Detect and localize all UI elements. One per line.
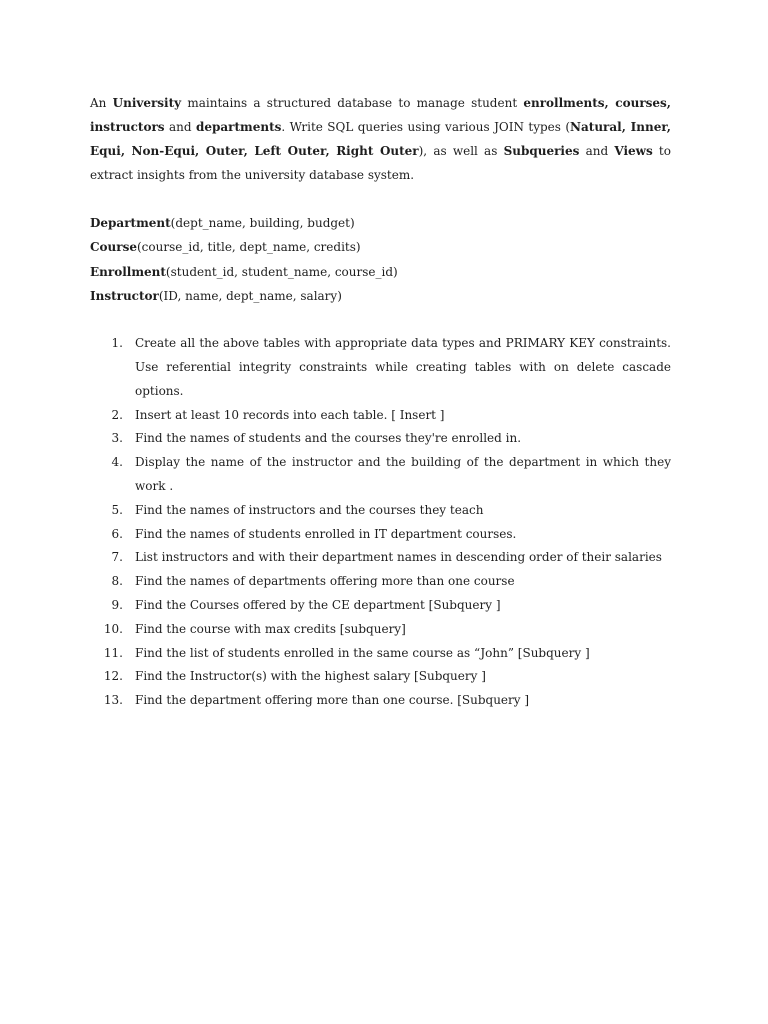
intro-text: and: [579, 144, 615, 158]
schema-table-name: Department: [90, 216, 171, 230]
task-number: 11.: [103, 645, 123, 660]
schema-fields: (student_id, student_name, course_id): [165, 264, 398, 279]
task-number: 9.: [111, 597, 123, 612]
task-list: [90, 332, 671, 713]
schema-table-name: Instructor: [90, 288, 159, 303]
task-item: [90, 689, 671, 713]
task-number: 13.: [103, 693, 123, 708]
task-text: List instructors and with their department names in descending order of their salaries: [135, 550, 662, 565]
task-item: [90, 427, 671, 451]
task-item: [90, 404, 671, 428]
task-item: [90, 523, 671, 547]
intro-text: and: [164, 120, 196, 134]
task-text: Find the course with max credits [subquery]: [135, 621, 406, 636]
task-item: [90, 642, 671, 666]
task-number: 5.: [111, 502, 123, 517]
task-item: [90, 546, 671, 570]
task-number: 1.: [111, 336, 123, 351]
task-text: Find the names of students and the courses they're enrolled in.: [135, 431, 522, 446]
intro-bold-join-types: Natural, Inner, Equi, Non-Equi, Outer, Left Outer, Right Outer: [90, 120, 671, 158]
task-item: [90, 570, 671, 594]
schema-table-name: Enrollment: [90, 264, 166, 279]
intro-text: . Write SQL queries using various JOIN types (: [281, 120, 571, 134]
task-item: [90, 618, 671, 642]
schema-fields: (ID, name, dept_name, salary): [158, 288, 342, 303]
intro-paragraph: [90, 91, 671, 187]
schema-instructor: [90, 284, 671, 308]
intro-text: to extract insights from the university database system.: [90, 144, 671, 182]
task-item: [90, 451, 671, 499]
task-text: Display the name of the instructor and the building of the department in which they work .: [135, 455, 671, 493]
schema-table-name: Course: [90, 240, 137, 255]
task-number: 4.: [111, 455, 123, 470]
task-text: Find the names of students enrolled in IT department courses.: [135, 526, 517, 541]
task-number: 3.: [111, 431, 123, 446]
task-number: 8.: [111, 574, 123, 589]
task-item: [90, 594, 671, 618]
task-item: [90, 332, 671, 403]
task-text: Find the department offering more than one course. [Subquery ]: [135, 693, 530, 708]
task-text: Find the names of instructors and the courses they teach: [135, 502, 484, 517]
task-item: [90, 499, 671, 523]
schema-fields: (dept_name, building, budget): [170, 216, 355, 230]
intro-text: ), as well as: [418, 144, 504, 158]
schema-list: [90, 211, 671, 308]
schema-course: [90, 235, 671, 259]
intro-bold-views: Views: [614, 144, 653, 158]
task-number: 12.: [103, 669, 123, 684]
intro-text: An: [90, 96, 113, 110]
task-number: 10.: [103, 621, 123, 636]
task-number: 7.: [111, 550, 123, 565]
schema-department: [90, 211, 671, 235]
task-text: Find the Courses offered by the CE department [Subquery ]: [135, 597, 501, 612]
intro-text: maintains a structured database to manage student: [181, 96, 524, 110]
task-text: Find the names of departments offering more than one course: [135, 574, 515, 589]
schema-fields: (course_id, title, dept_name, credits): [137, 240, 361, 255]
intro-bold-university: University: [112, 96, 182, 110]
task-text: Find the Instructor(s) with the highest salary [Subquery ]: [135, 669, 486, 684]
task-number: 6.: [111, 526, 123, 541]
intro-bold-departments: departments: [195, 120, 282, 134]
intro-bold-entities: enrollments, courses, instructors: [90, 96, 671, 134]
task-text: Create all the above tables with appropriate data types and PRIMARY KEY constraints. Use referential integrity constraints while creating tables with on delete cascade options.: [135, 336, 671, 398]
task-text: Insert at least 10 records into each table. [ Insert ]: [135, 407, 445, 422]
intro-bold-subqueries: Subqueries: [503, 144, 580, 158]
task-number: 2.: [111, 407, 123, 422]
task-item: [90, 665, 671, 689]
task-text: Find the list of students enrolled in the same course as “John” [Subquery ]: [135, 645, 590, 660]
schema-enrollment: [90, 260, 671, 284]
